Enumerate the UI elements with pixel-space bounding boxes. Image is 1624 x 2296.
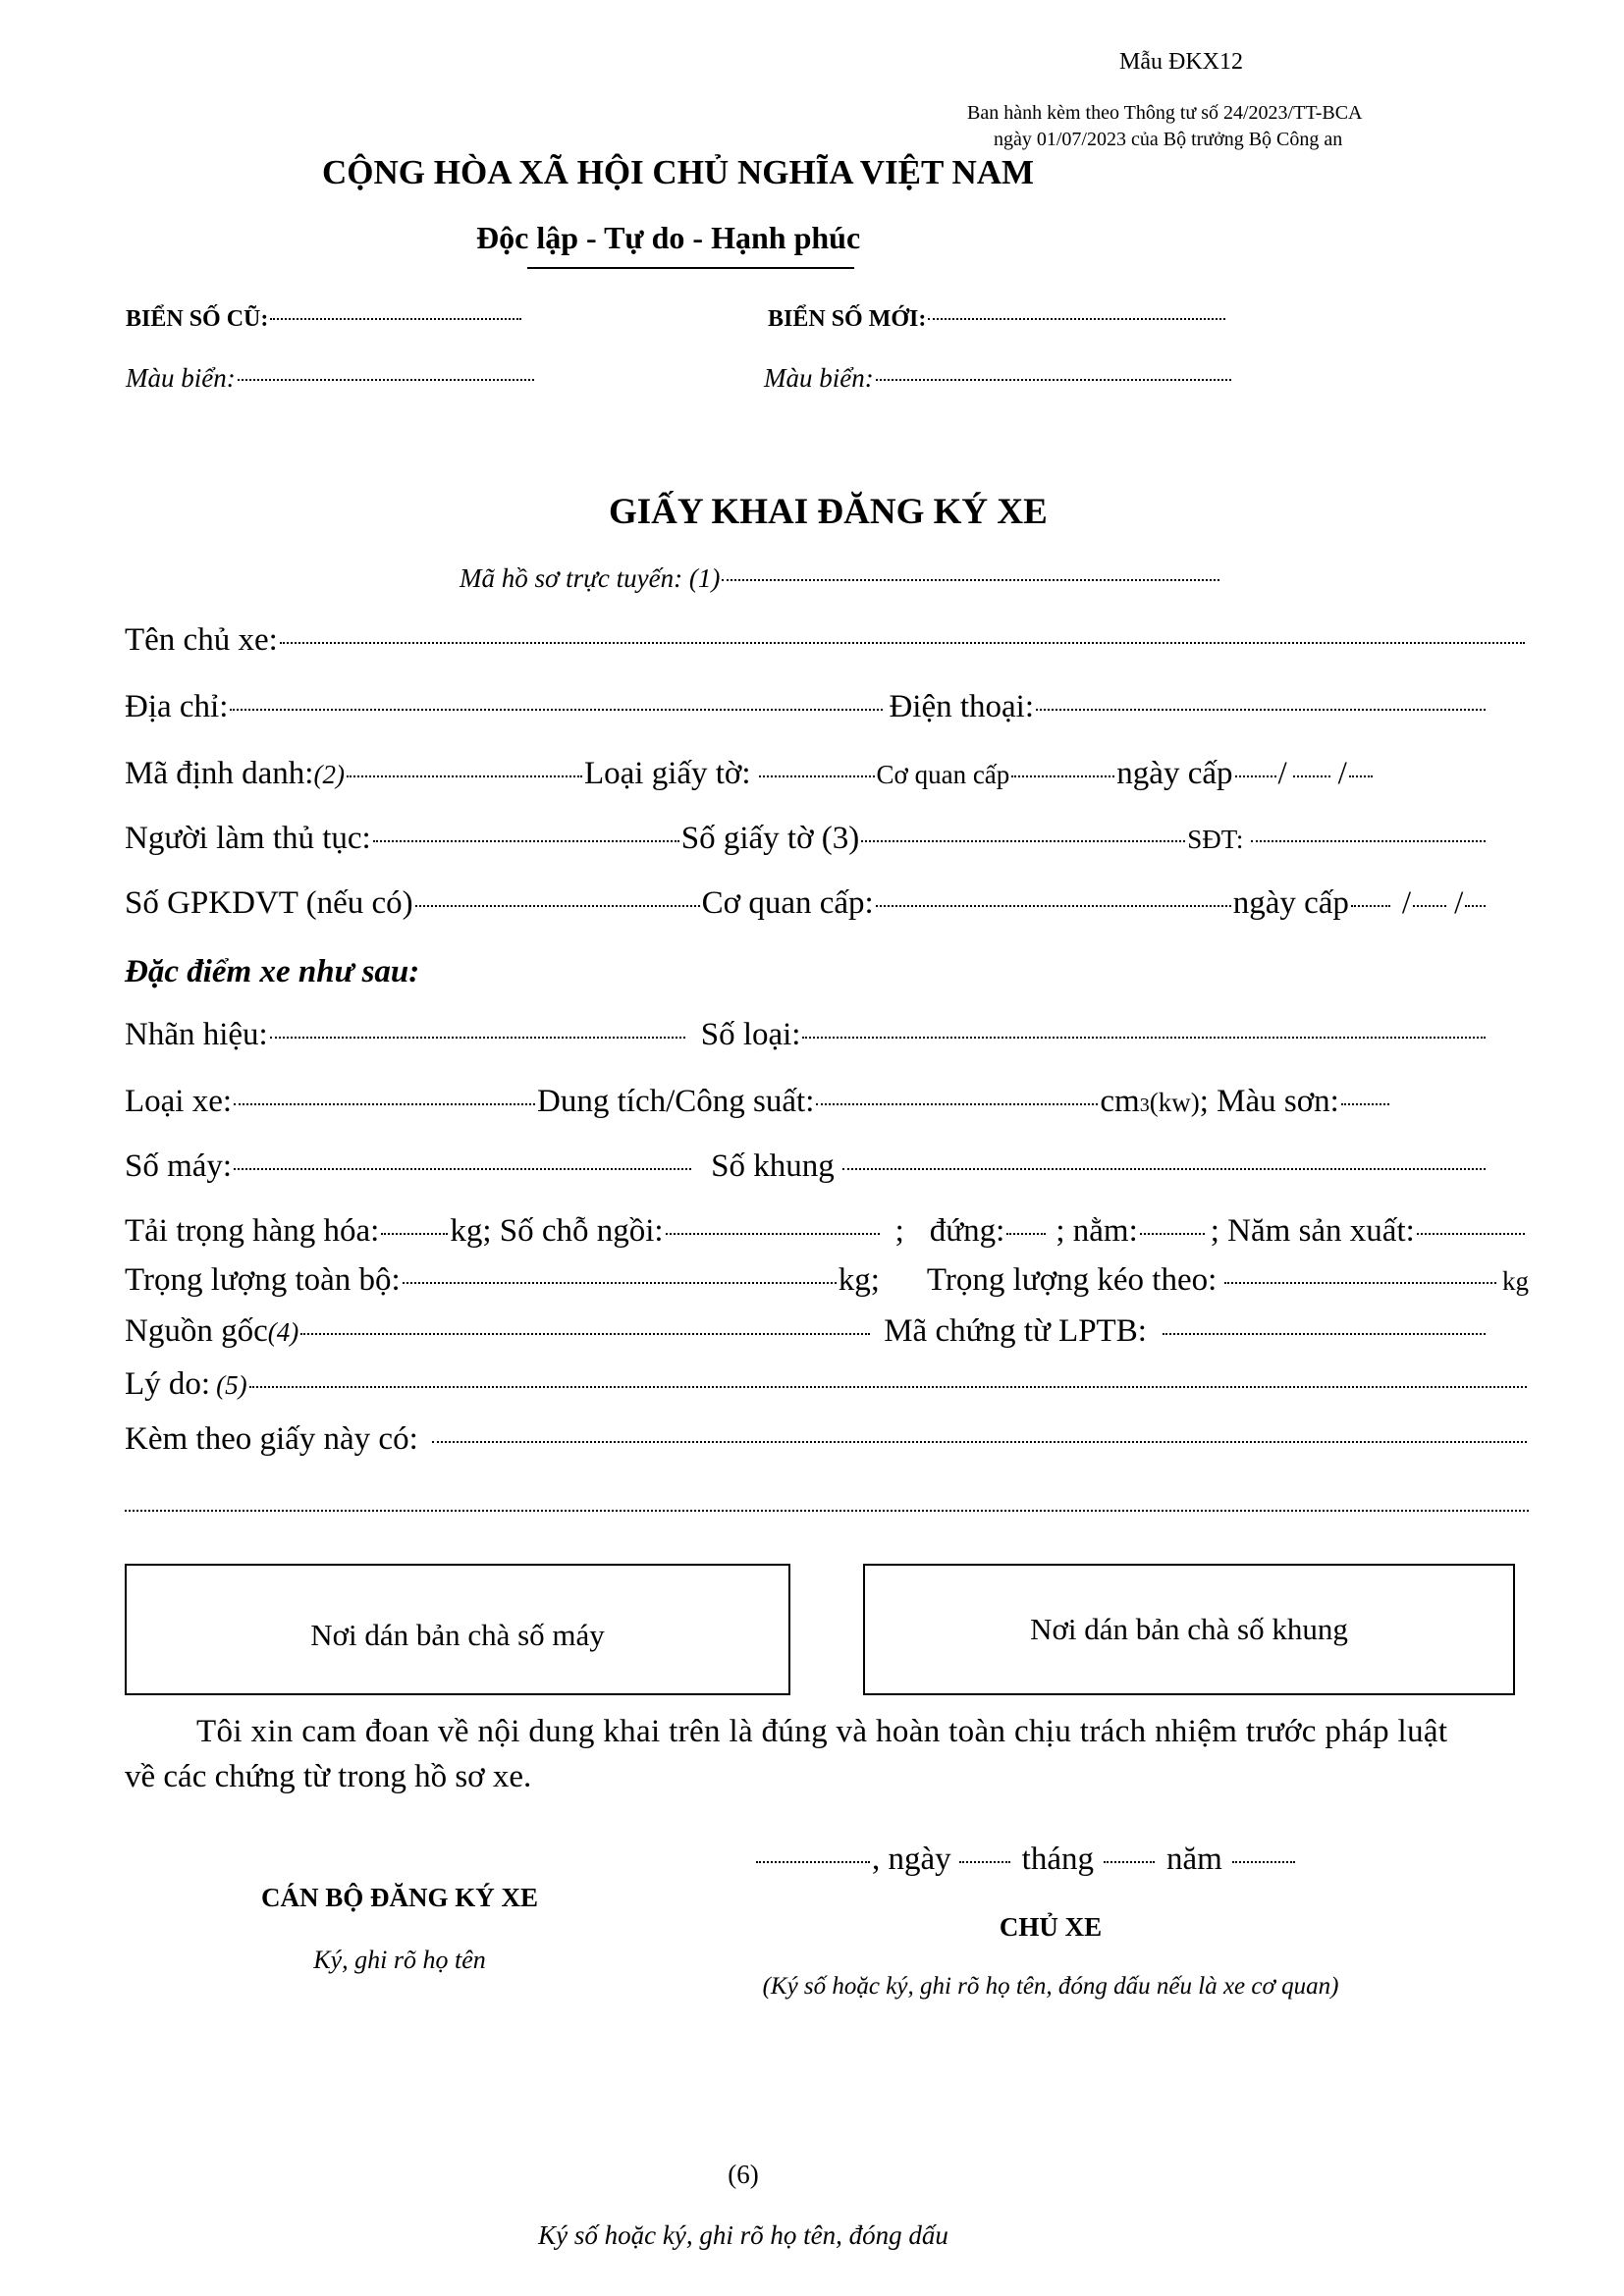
- seats-input[interactable]: [666, 1233, 880, 1235]
- id-row: [125, 756, 1381, 792]
- doc-type-input[interactable]: [759, 775, 875, 777]
- new-color-input[interactable]: [876, 379, 1231, 381]
- old-color-row: [126, 363, 536, 394]
- cm3-label: cm: [1100, 1084, 1140, 1119]
- attached-extra-line[interactable]: [125, 1510, 1529, 1512]
- attached-row: [125, 1421, 1529, 1458]
- issue-date2-label: ngày cấp: [1232, 885, 1349, 921]
- id-code-label: Mã định danh:: [125, 756, 314, 791]
- frame-input[interactable]: [842, 1168, 1486, 1170]
- date-day-label: , ngày: [872, 1842, 951, 1877]
- issue-day-input[interactable]: [1235, 775, 1276, 777]
- date-line: [754, 1842, 1297, 1878]
- footnote-text: Ký số hoặc ký, ghi rõ họ tên, đóng dấu: [538, 2220, 948, 2250]
- date-month-input[interactable]: [1104, 1861, 1155, 1863]
- color-input[interactable]: [1341, 1103, 1389, 1105]
- new-color-label: Màu biển:: [764, 363, 874, 393]
- gpkdvt-label: Số GPKDVT (nếu có): [125, 885, 413, 921]
- date-year-label: năm: [1165, 1842, 1222, 1877]
- issuer-label: Cơ quan cấp:: [701, 885, 874, 921]
- old-color-label: Màu biển:: [126, 363, 236, 393]
- frame-label: Số khung: [711, 1148, 835, 1184]
- towed-weight-unit: kg: [1502, 1266, 1529, 1296]
- form-title: GIẤY KHAI ĐĂNG KÝ XE: [609, 492, 1048, 532]
- old-color-input[interactable]: [238, 379, 534, 381]
- new-plate-row: [768, 306, 1227, 333]
- issue-year-input[interactable]: [1349, 775, 1373, 777]
- phone-input[interactable]: [1036, 709, 1486, 711]
- capacity-label: Dung tích/Công suất:: [537, 1084, 815, 1119]
- issue-date-label: ngày cấp: [1116, 756, 1233, 791]
- load-row: [125, 1213, 1527, 1250]
- origin-input[interactable]: [300, 1333, 870, 1335]
- issuer-input[interactable]: [876, 905, 1231, 907]
- pledge-line-2: về các chứng từ trong hồ sơ xe.: [125, 1759, 532, 1794]
- online-code-row: [460, 563, 1221, 594]
- origin-note: (4): [267, 1317, 299, 1347]
- reason-label: Lý do:: [125, 1366, 211, 1402]
- frame-stamp-label: Nơi dán bản chà số khung: [1030, 1612, 1348, 1646]
- seats-label: kg; Số chỗ ngồi:: [450, 1213, 664, 1249]
- gross-weight-input[interactable]: [403, 1282, 837, 1284]
- lptb-label: Mã chứng từ LPTB:: [884, 1313, 1147, 1349]
- year-input[interactable]: [1417, 1233, 1525, 1235]
- engine-label: Số máy:: [125, 1148, 233, 1184]
- online-code-label: Mã hồ sơ trực tuyến: (1): [460, 563, 721, 593]
- owner-note: (Ký số hoặc ký, ghi rõ họ tên, đóng dấu nếu là xe cơ quan): [762, 1973, 1339, 2000]
- old-plate-label: BIỂN SỐ CŨ:: [126, 306, 269, 332]
- id-code-input[interactable]: [347, 775, 582, 777]
- engine-stamp-label: Nơi dán bản chà số máy: [310, 1618, 605, 1652]
- issue-month-input[interactable]: [1293, 775, 1330, 777]
- model-no-input[interactable]: [802, 1037, 1486, 1039]
- place-input[interactable]: [756, 1861, 870, 1863]
- vehicle-section-title: Đặc điểm xe như sau:: [125, 954, 420, 989]
- engine-stamp-box: [125, 1564, 790, 1695]
- gross-weight-unit: kg;: [838, 1262, 880, 1298]
- cm3-sup: 3: [1139, 1095, 1150, 1116]
- reason-note: (5): [216, 1370, 247, 1400]
- towed-weight-label: Trọng lượng kéo theo:: [926, 1262, 1218, 1298]
- lying-label: ; nằm:: [1056, 1213, 1138, 1249]
- new-plate-label: BIỂN SỐ MỚI:: [768, 306, 927, 332]
- motto-underline: [527, 267, 854, 269]
- gross-weight-label: Trọng lượng toàn bộ:: [125, 1262, 401, 1298]
- standing-input[interactable]: [1006, 1233, 1046, 1235]
- officer-note: Ký, ghi rõ họ tên: [313, 1946, 486, 1974]
- old-plate-row: [126, 306, 523, 333]
- lptb-input[interactable]: [1163, 1333, 1486, 1335]
- doc-type-label: Loại giấy tờ:: [583, 756, 751, 791]
- weight-row: [125, 1262, 1529, 1299]
- issued-line-1: Ban hành kèm theo Thông tư số 24/2023/TT-BCA: [967, 102, 1363, 124]
- address-input[interactable]: [230, 709, 883, 711]
- type-input[interactable]: [234, 1103, 535, 1105]
- origin-row: [125, 1313, 1488, 1350]
- id-code-note: (2): [313, 760, 345, 789]
- type-row: [125, 1084, 1391, 1120]
- nation-title: CỘNG HÒA XÃ HỘI CHỦ NGHĨA VIỆT NAM: [322, 153, 1035, 191]
- model-no-label: Số loại:: [700, 1017, 801, 1052]
- gpkdvt-row: [125, 885, 1488, 922]
- color-label: ; Màu sơn:: [1199, 1084, 1339, 1119]
- date-slash-2: /: [1337, 756, 1347, 791]
- frame-stamp-box: [863, 1564, 1515, 1695]
- phone-label: Điện thoại:: [889, 689, 1034, 724]
- date2-slash-1: /: [1401, 885, 1412, 921]
- kw-label: (kw): [1149, 1088, 1200, 1117]
- pledge-line-1: Tôi xin cam đoan về nội dung khai trên là đúng và hoàn toàn chịu trách nhiệm trước pháp luật: [196, 1714, 1448, 1749]
- doc-no-label: Số giấy tờ (3): [680, 821, 860, 856]
- owner-title: CHỦ XE: [999, 1912, 1103, 1942]
- sdt-input[interactable]: [1251, 840, 1486, 842]
- brand-row: [125, 1017, 1488, 1053]
- address-label: Địa chỉ:: [125, 689, 229, 724]
- new-color-row: [764, 363, 1233, 394]
- footnote-number: (6): [728, 2160, 759, 2189]
- issue-year2-input[interactable]: [1465, 905, 1486, 907]
- owner-name-input[interactable]: [280, 642, 1525, 644]
- capacity-input[interactable]: [816, 1103, 1098, 1105]
- owner-name-label: Tên chủ xe:: [125, 622, 278, 658]
- motto: Độc lập - Tự do - Hạnh phúc: [476, 220, 861, 255]
- year-label: ; Năm sản xuất:: [1210, 1213, 1415, 1249]
- date-month-label: tháng: [1021, 1842, 1094, 1877]
- officer-title: CÁN BỘ ĐĂNG KÝ XE: [260, 1883, 538, 1912]
- cargo-load-input[interactable]: [381, 1233, 448, 1235]
- new-plate-input[interactable]: [928, 318, 1225, 320]
- brand-input[interactable]: [270, 1037, 685, 1039]
- engine-input[interactable]: [234, 1168, 691, 1170]
- towed-weight-input[interactable]: [1224, 1282, 1496, 1284]
- cargo-load-label: Tải trọng hàng hóa:: [125, 1213, 380, 1249]
- online-code-input[interactable]: [722, 579, 1219, 581]
- applicant-input[interactable]: [373, 840, 679, 842]
- applicant-row: [125, 821, 1488, 857]
- doc-no-input[interactable]: [861, 840, 1185, 842]
- issuer-small-input[interactable]: [1011, 775, 1114, 777]
- type-label: Loại xe:: [125, 1084, 233, 1119]
- old-plate-input[interactable]: [270, 318, 521, 320]
- sdt-label: SĐT:: [1187, 825, 1244, 854]
- form-code: Mẫu ĐKX12: [1119, 49, 1243, 75]
- standing-label: đứng:: [929, 1213, 1005, 1249]
- lying-input[interactable]: [1140, 1233, 1205, 1235]
- issued-line-2: ngày 01/07/2023 của Bộ trưởng Bộ Công an: [994, 129, 1343, 150]
- seats-semicolon: ;: [894, 1213, 904, 1249]
- date-year-input[interactable]: [1232, 1861, 1295, 1863]
- attached-label: Kèm theo giấy này có:: [125, 1421, 418, 1457]
- date-slash-1: /: [1277, 756, 1287, 791]
- issuer-small-label: Cơ quan cấp: [876, 760, 1010, 789]
- brand-label: Nhãn hiệu:: [125, 1017, 268, 1052]
- reason-row: [125, 1366, 1529, 1403]
- applicant-label: Người làm thủ tục:: [125, 821, 371, 856]
- gpkdvt-input[interactable]: [415, 905, 700, 907]
- owner-name-row: [125, 622, 1527, 659]
- address-row: [125, 689, 1488, 725]
- attached-input[interactable]: [432, 1441, 1527, 1443]
- reason-input[interactable]: [249, 1386, 1527, 1388]
- issue-month2-input[interactable]: [1413, 905, 1446, 907]
- date-day-input[interactable]: [959, 1861, 1010, 1863]
- origin-label: Nguồn gốc: [125, 1313, 268, 1349]
- date2-slash-2: /: [1454, 885, 1464, 921]
- issue-day2-input[interactable]: [1351, 905, 1390, 907]
- engine-row: [125, 1148, 1488, 1185]
